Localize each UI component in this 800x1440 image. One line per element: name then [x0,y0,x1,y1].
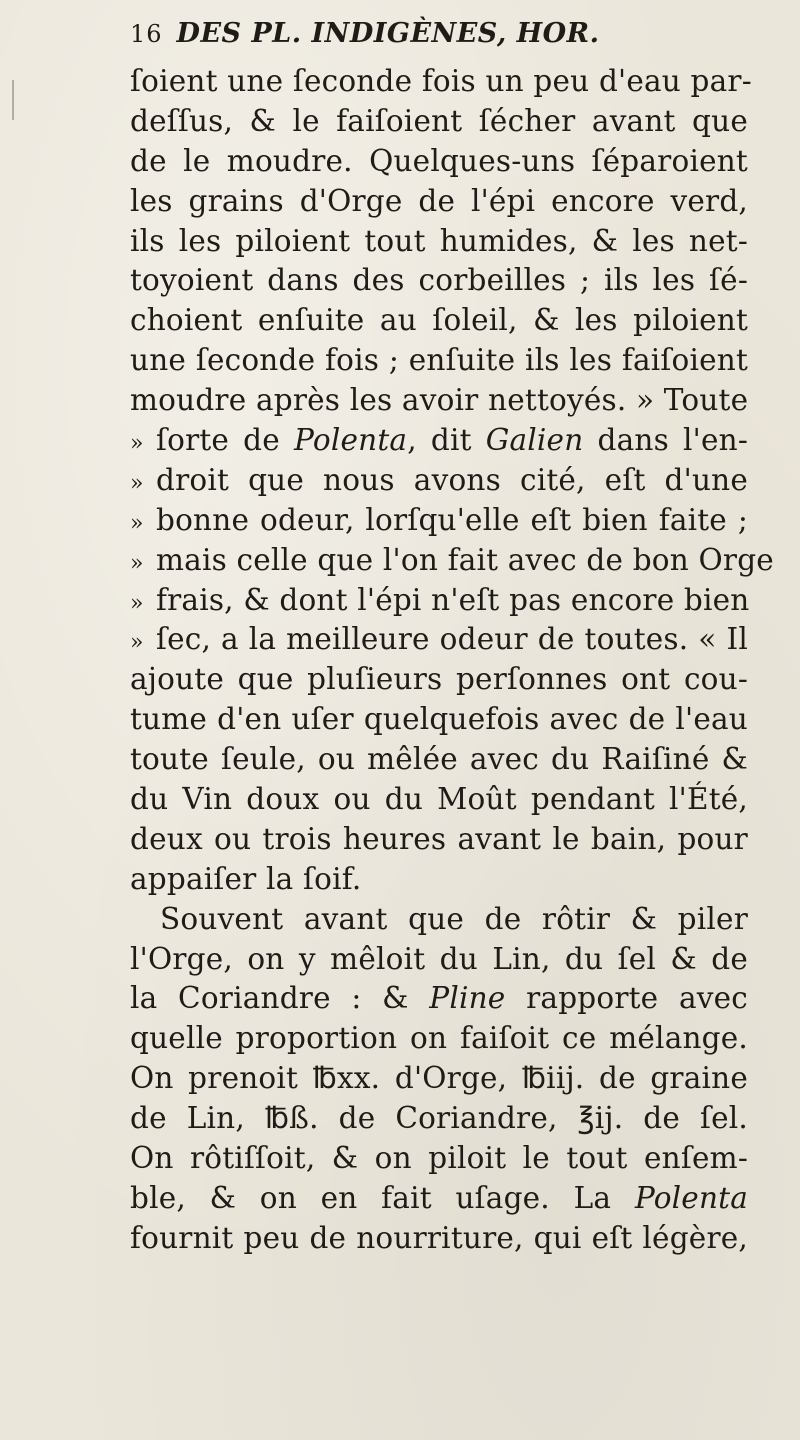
text-line: On rôtiſſoit, & on piloit le tout enſem- [130,1141,748,1176]
text-fragment: ſec, a la meilleure odeur de toutes. « Il [156,622,748,657]
text-line [130,581,748,621]
quote-mark: » [130,590,144,616]
running-title: DES PL. INDIGÈNES, HOR. [176,18,600,49]
text-line: tume d'en uſer quelquefois avec de l'eau [130,702,748,737]
text-line [130,541,774,581]
text-line: appaiſer la ſoif. [130,861,362,896]
text-line: toyoient dans des corbeilles ; ils les ſé- [130,263,748,298]
text-fragment: la Coriandre : & [130,981,409,1016]
text-line [130,461,748,501]
text-line [130,979,748,1019]
text-line: de le moudre. Quelques-uns ſéparoient [130,143,748,178]
body-text [130,62,774,1259]
text-line: ajoute que pluſieurs perſonnes ont cou- [130,662,748,697]
text-line: toute ſeule, ou mêlée avec du Raiſiné & [130,742,748,777]
text-fragment: mais celle que l'on fait avec de bon Orge [156,542,774,577]
text-fragment: dans l'en- [597,423,748,458]
text-fragment: frais, & dont l'épi n'eſt pas encore bien [156,582,750,617]
quote-mark: » [130,630,144,656]
text-line: moudre après les avoir nettoyés. » Toute [130,383,749,418]
text-fragment: ſorte de [156,423,280,458]
quote-mark: » [130,431,144,457]
text-line: du Vin doux ou du Moût pendant l'Été, [130,782,748,817]
text-line [130,501,748,541]
text-fragment: ble, & on en fait uſage. La [130,1180,612,1215]
italic-name: Galien [485,423,584,458]
text-line [130,1179,748,1219]
italic-term: Polenta [294,423,408,458]
text-line [130,620,748,660]
quote-mark: » [130,470,144,496]
text-fragment: , dit [407,423,472,458]
page-header [130,18,748,62]
italic-term: Polenta [634,1180,748,1215]
text-line: Souvent avant que de rôtir & piler [160,901,748,936]
text-line: ils les piloient tout humides, & les net- [130,223,748,258]
gutter-mark [12,80,14,120]
text-line: choient enſuite au ſoleil, & les piloient [130,303,748,338]
text-line: deux ou trois heures avant le bain, pour [130,821,748,856]
page-number: 16 [130,20,163,48]
text-line: fournit peu de nourriture, qui eſt légère, [130,1220,748,1255]
text-line: quelle proportion on faiſoit ce mélange. [130,1021,748,1056]
text-line: les grains d'Orge de l'épi encore verd, [130,183,748,218]
text-fragment: droit que nous avons cité, eſt d'une [156,462,748,497]
text-line: ſoient une ſeconde fois un peu d'eau par- [130,64,752,98]
text-line: l'Orge, on y mêloit du Lin, du ſel & de [130,941,748,976]
text-line [130,421,748,461]
quote-mark: » [130,550,144,576]
text-fragment: bonne odeur, lorſqu'elle eſt bien faite ; [156,502,748,537]
text-line: On prenoit ℔xx. d'Orge, ℔iij. de graine [130,1061,748,1096]
text-line: deſſus, & le faiſoient ſécher avant que [130,103,748,138]
quote-mark: » [130,510,144,536]
italic-name: Pline [429,981,506,1016]
text-line: une ſeconde fois ; enſuite ils les faiſoient [130,343,748,378]
text-line: de Lin, ℔ß. de Coriandre, ℥ij. de ſel. [130,1101,748,1136]
text-fragment: rapporte avec [526,981,749,1016]
